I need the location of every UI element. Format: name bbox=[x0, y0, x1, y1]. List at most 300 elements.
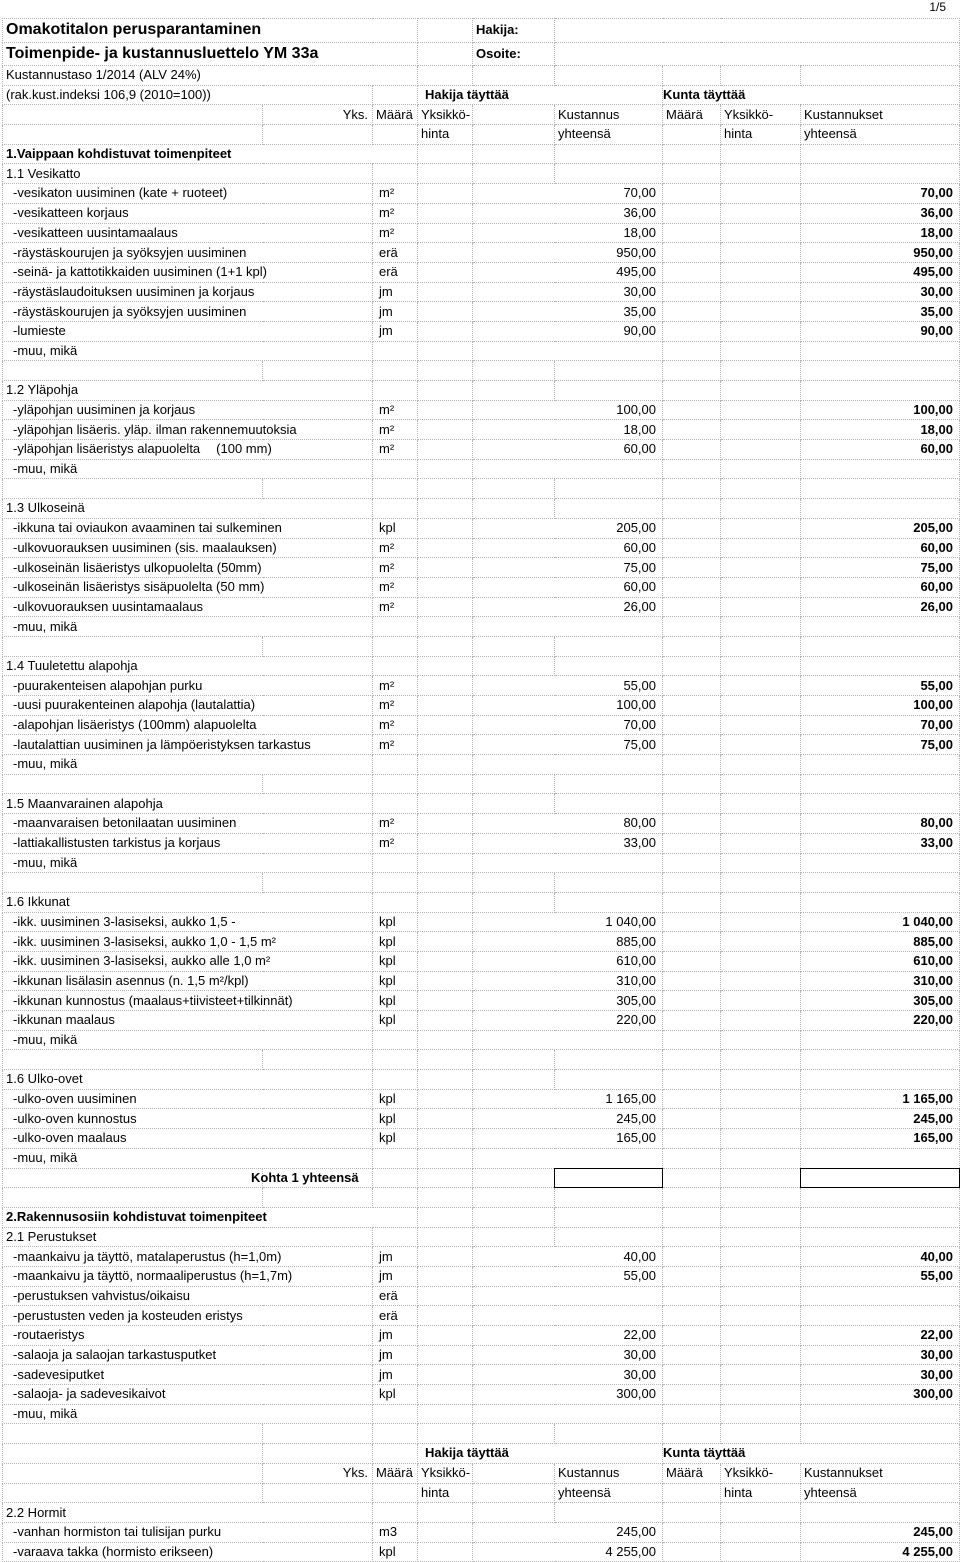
table-row bbox=[3, 302, 960, 322]
blank-row bbox=[3, 873, 960, 893]
quantity-cell[interactable] bbox=[418, 1011, 473, 1031]
empty-cell bbox=[373, 361, 418, 381]
quantity-cell[interactable] bbox=[418, 814, 473, 834]
total-cell[interactable] bbox=[663, 302, 721, 322]
item-description: -muu, mikä bbox=[3, 459, 373, 479]
kunta-unit-price-header: Yksikkö- bbox=[721, 105, 801, 125]
item-description: -ulko-oven kunnostus bbox=[3, 1109, 373, 1129]
empty-cell bbox=[373, 1227, 418, 1247]
quantity-cell[interactable] bbox=[418, 558, 473, 578]
total-cell[interactable] bbox=[663, 1365, 721, 1385]
empty-cell bbox=[373, 636, 418, 656]
empty-cell bbox=[801, 1188, 960, 1208]
unit-cell bbox=[373, 1404, 418, 1424]
total-cell[interactable] bbox=[663, 1089, 721, 1109]
total-cell[interactable] bbox=[663, 420, 721, 440]
total-cell[interactable] bbox=[663, 203, 721, 223]
empty-cell bbox=[555, 656, 663, 676]
kunta-quantity-cell[interactable] bbox=[721, 203, 801, 223]
kunta-quantity-cell[interactable] bbox=[721, 1522, 801, 1542]
group-title: 1.6 Ikkunat bbox=[3, 892, 373, 912]
kunta-unit-price-header-2: hinta bbox=[721, 125, 801, 145]
total-cell[interactable] bbox=[663, 184, 721, 204]
group-title: 1.4 Tuuletettu alapohja bbox=[3, 656, 373, 676]
empty-cell bbox=[263, 636, 373, 656]
unit-cell: kpl bbox=[373, 1542, 418, 1562]
table-row bbox=[3, 518, 960, 538]
item-description: -perustuksen vahvistus/oikaisu bbox=[3, 1286, 373, 1306]
total-cell[interactable] bbox=[663, 243, 721, 263]
table-row bbox=[3, 1326, 960, 1346]
unit-price-cell: 70,00 bbox=[473, 715, 663, 735]
cost-level: Kustannustaso 1/2014 (ALV 24%) bbox=[3, 66, 418, 86]
total-cell[interactable] bbox=[663, 1247, 721, 1267]
total-cell[interactable] bbox=[663, 715, 721, 735]
unit-cell: kpl bbox=[373, 912, 418, 932]
unit-cell: kpl bbox=[373, 1385, 418, 1405]
empty-cell bbox=[263, 479, 373, 499]
unit-cell: m² bbox=[373, 696, 418, 716]
empty-cell bbox=[3, 1188, 263, 1208]
empty-cell bbox=[801, 1424, 960, 1444]
quantity-cell[interactable] bbox=[418, 223, 473, 243]
quantity-cell[interactable] bbox=[418, 991, 473, 1011]
kunta-quantity-cell[interactable] bbox=[721, 184, 801, 204]
applicant-value[interactable] bbox=[555, 19, 960, 43]
qty-header: Määrä bbox=[373, 105, 418, 125]
empty-cell bbox=[418, 1050, 473, 1070]
kunta-quantity-cell[interactable] bbox=[721, 341, 801, 361]
unit-cell: m² bbox=[373, 420, 418, 440]
unit-price-cell: 30,00 bbox=[473, 282, 663, 302]
total-cell[interactable] bbox=[663, 932, 721, 952]
quantity-cell[interactable] bbox=[418, 518, 473, 538]
kunta-quantity-cell[interactable] bbox=[721, 459, 801, 479]
empty-cell bbox=[473, 1207, 555, 1227]
empty-cell bbox=[473, 1503, 555, 1523]
empty-cell bbox=[418, 774, 473, 794]
table-row bbox=[3, 951, 960, 971]
kunta-quantity-cell[interactable] bbox=[721, 223, 801, 243]
group-title: 2.1 Perustukset bbox=[3, 1227, 373, 1247]
quantity-cell[interactable] bbox=[418, 912, 473, 932]
total-cell[interactable] bbox=[663, 440, 721, 460]
unit-cell bbox=[373, 1030, 418, 1050]
empty-cell bbox=[373, 499, 418, 519]
quantity-cell[interactable] bbox=[418, 184, 473, 204]
empty-cell bbox=[663, 144, 721, 164]
empty-cell bbox=[418, 1424, 473, 1444]
total-cell[interactable] bbox=[663, 1129, 721, 1149]
item-description: -muu, mikä bbox=[3, 341, 373, 361]
blank-row bbox=[3, 1050, 960, 1070]
kunta-quantity-cell[interactable] bbox=[721, 321, 801, 341]
total-cell[interactable] bbox=[663, 1011, 721, 1031]
table-row bbox=[3, 696, 960, 716]
quantity-cell[interactable] bbox=[418, 1522, 473, 1542]
kunta-unit-price-cell: 33,00 bbox=[801, 833, 960, 853]
kunta-quantity-cell[interactable] bbox=[721, 1247, 801, 1267]
total-cell[interactable] bbox=[663, 1326, 721, 1346]
kunta-unit-price-cell: 40,00 bbox=[801, 1247, 960, 1267]
kunta-fills-header: Kunta täyttää bbox=[663, 1444, 960, 1464]
empty-cell bbox=[3, 1168, 263, 1188]
kunta-quantity-cell[interactable] bbox=[721, 676, 801, 696]
quantity-cell[interactable] bbox=[418, 1326, 473, 1346]
empty-cell bbox=[663, 479, 721, 499]
total-cell[interactable] bbox=[663, 755, 721, 775]
kunta-quantity-cell[interactable] bbox=[721, 262, 801, 282]
kunta-unit-price-cell: 60,00 bbox=[801, 577, 960, 597]
quantity-cell[interactable] bbox=[418, 951, 473, 971]
quantity-cell[interactable] bbox=[418, 1286, 473, 1306]
item-description: -routaeristys bbox=[3, 1326, 373, 1346]
total-cell[interactable] bbox=[663, 1109, 721, 1129]
total-cell[interactable] bbox=[663, 1522, 721, 1542]
quantity-cell[interactable] bbox=[418, 400, 473, 420]
section-row bbox=[3, 144, 960, 164]
quantity-cell[interactable] bbox=[418, 302, 473, 322]
total-cell[interactable] bbox=[663, 696, 721, 716]
quantity-cell[interactable] bbox=[418, 1385, 473, 1405]
kunta-quantity-cell[interactable] bbox=[721, 1089, 801, 1109]
item-description bbox=[3, 420, 373, 440]
unit-cell: m² bbox=[373, 184, 418, 204]
table-row bbox=[3, 1306, 960, 1326]
empty-cell bbox=[663, 873, 721, 893]
empty-cell bbox=[663, 1483, 721, 1503]
empty-cell bbox=[3, 361, 263, 381]
unit-price-cell: 30,00 bbox=[473, 1365, 663, 1385]
item-description: -muu, mikä bbox=[3, 1030, 373, 1050]
table-row bbox=[3, 184, 960, 204]
item-description: -sadevesiputket bbox=[3, 1365, 373, 1385]
table-row bbox=[3, 1089, 960, 1109]
kunta-quantity-cell[interactable] bbox=[721, 932, 801, 952]
kunta-unit-price-cell: 18,00 bbox=[801, 223, 960, 243]
kunta-quantity-cell[interactable] bbox=[721, 558, 801, 578]
quantity-cell[interactable] bbox=[418, 1542, 473, 1562]
kunta-quantity-cell[interactable] bbox=[721, 1109, 801, 1129]
kunta-quantity-cell[interactable] bbox=[721, 282, 801, 302]
kunta-unit-price-cell bbox=[801, 755, 960, 775]
unit-price-cell: 4 255,00 bbox=[473, 1542, 663, 1562]
total-cell[interactable] bbox=[663, 577, 721, 597]
unit-cell: m² bbox=[373, 558, 418, 578]
kunta-unit-price-cell: 75,00 bbox=[801, 558, 960, 578]
unit-price-cell bbox=[473, 1286, 663, 1306]
kunta-unit-price-cell: 55,00 bbox=[801, 676, 960, 696]
quantity-cell[interactable] bbox=[418, 617, 473, 637]
unit-cell: jm bbox=[373, 1247, 418, 1267]
quantity-cell[interactable] bbox=[418, 1404, 473, 1424]
total-cell[interactable] bbox=[663, 1345, 721, 1365]
kunta-quantity-cell[interactable] bbox=[721, 1404, 801, 1424]
kunta-unit-price-cell: 205,00 bbox=[801, 518, 960, 538]
total-cell[interactable] bbox=[663, 735, 721, 755]
total-cell[interactable] bbox=[663, 597, 721, 617]
table-row bbox=[3, 1404, 960, 1424]
quantity-cell[interactable] bbox=[418, 538, 473, 558]
kunta-quantity-cell[interactable] bbox=[721, 1030, 801, 1050]
empty-cell bbox=[373, 1070, 418, 1090]
total-cell[interactable] bbox=[663, 1306, 721, 1326]
empty-cell bbox=[473, 499, 555, 519]
quantity-cell[interactable] bbox=[418, 243, 473, 263]
total-cell[interactable] bbox=[663, 538, 721, 558]
kunta-quantity-cell[interactable] bbox=[721, 755, 801, 775]
unit-price-cell: 205,00 bbox=[473, 518, 663, 538]
kunta-quantity-cell[interactable] bbox=[721, 833, 801, 853]
total-cell[interactable] bbox=[663, 459, 721, 479]
kunta-quantity-cell[interactable] bbox=[721, 951, 801, 971]
total-cell[interactable] bbox=[663, 833, 721, 853]
quantity-cell[interactable] bbox=[418, 282, 473, 302]
kunta-quantity-cell[interactable] bbox=[721, 617, 801, 637]
kunta-quantity-cell[interactable] bbox=[721, 991, 801, 1011]
unit-price-cell: 610,00 bbox=[473, 951, 663, 971]
empty-cell bbox=[418, 892, 473, 912]
item-description: -lautalattian uusiminen ja lämpöeristyksen tarkastus bbox=[3, 735, 373, 755]
quantity-cell[interactable] bbox=[418, 459, 473, 479]
table-row bbox=[3, 282, 960, 302]
total-label: Kohta 1 yhteensä bbox=[263, 1168, 373, 1188]
total-cell[interactable] bbox=[663, 1266, 721, 1286]
kunta-quantity-cell[interactable] bbox=[721, 1129, 801, 1149]
kunta-quantity-cell[interactable] bbox=[721, 518, 801, 538]
total-cell[interactable] bbox=[663, 951, 721, 971]
kunta-quantity-cell[interactable] bbox=[721, 538, 801, 558]
empty-cell bbox=[555, 1070, 663, 1090]
empty-cell bbox=[721, 636, 801, 656]
empty-cell bbox=[373, 479, 418, 499]
kunta-costs-header-2: yhteensä bbox=[801, 1483, 960, 1503]
kunta-quantity-cell[interactable] bbox=[721, 1326, 801, 1346]
total-cell[interactable] bbox=[663, 1542, 721, 1562]
quantity-cell[interactable] bbox=[418, 676, 473, 696]
kunta-unit-price-header: Yksikkö- bbox=[721, 1463, 801, 1483]
empty-cell bbox=[721, 1070, 801, 1090]
kunta-quantity-cell[interactable] bbox=[721, 971, 801, 991]
quantity-cell[interactable] bbox=[418, 203, 473, 223]
unit-cell: m3 bbox=[373, 1522, 418, 1542]
total-cell[interactable] bbox=[663, 676, 721, 696]
empty-cell bbox=[473, 381, 555, 401]
quantity-cell[interactable] bbox=[418, 833, 473, 853]
quantity-cell[interactable] bbox=[418, 341, 473, 361]
total-cell[interactable] bbox=[663, 558, 721, 578]
table-row bbox=[3, 1129, 960, 1149]
kunta-quantity-cell[interactable] bbox=[721, 440, 801, 460]
total-cell[interactable] bbox=[663, 991, 721, 1011]
empty-cell bbox=[418, 144, 473, 164]
total-cell[interactable] bbox=[663, 1148, 721, 1168]
empty-cell bbox=[801, 479, 960, 499]
quantity-cell[interactable] bbox=[418, 1129, 473, 1149]
kunta-quantity-cell[interactable] bbox=[721, 597, 801, 617]
quantity-cell[interactable] bbox=[418, 696, 473, 716]
total-cell[interactable] bbox=[663, 223, 721, 243]
unit-price-cell: 245,00 bbox=[473, 1109, 663, 1129]
address-value[interactable] bbox=[555, 42, 960, 66]
kunta-quantity-cell[interactable] bbox=[721, 400, 801, 420]
quantity-cell[interactable] bbox=[418, 321, 473, 341]
table-row bbox=[3, 617, 960, 637]
empty-cell bbox=[555, 794, 663, 814]
unit-price-cell: 90,00 bbox=[473, 321, 663, 341]
kunta-quantity-cell[interactable] bbox=[721, 1011, 801, 1031]
total-cell[interactable] bbox=[663, 1404, 721, 1424]
empty-cell bbox=[418, 656, 473, 676]
item-description: -alapohjan lisäeristys (100mm) alapuolelta bbox=[3, 715, 373, 735]
total-cell[interactable] bbox=[663, 617, 721, 637]
unit-price-cell bbox=[473, 1306, 663, 1326]
empty-cell bbox=[801, 873, 960, 893]
quantity-cell[interactable] bbox=[418, 853, 473, 873]
kunta-quantity-cell[interactable] bbox=[721, 696, 801, 716]
cost-level-row bbox=[3, 66, 960, 86]
total-cell[interactable] bbox=[663, 1030, 721, 1050]
unit-price-cell bbox=[473, 1148, 663, 1168]
kunta-section-total-cell[interactable] bbox=[801, 1168, 960, 1188]
empty-cell bbox=[555, 1227, 663, 1247]
item-description: -ulko-oven maalaus bbox=[3, 1129, 373, 1149]
unit-price-cell: 55,00 bbox=[473, 1266, 663, 1286]
table-row bbox=[3, 223, 960, 243]
total-cell[interactable] bbox=[663, 400, 721, 420]
empty-cell bbox=[721, 873, 801, 893]
total-cell[interactable] bbox=[663, 341, 721, 361]
quantity-cell[interactable] bbox=[418, 577, 473, 597]
group-row bbox=[3, 499, 960, 519]
empty-cell bbox=[801, 1050, 960, 1070]
empty-cell bbox=[263, 873, 373, 893]
kunta-quantity-cell[interactable] bbox=[721, 302, 801, 322]
quantity-cell[interactable] bbox=[418, 1345, 473, 1365]
quantity-cell[interactable] bbox=[418, 597, 473, 617]
table-row bbox=[3, 1385, 960, 1405]
quantity-cell[interactable] bbox=[418, 1247, 473, 1267]
cost-header: Kustannus bbox=[555, 105, 663, 125]
title-row-2 bbox=[3, 42, 960, 66]
total-cell[interactable] bbox=[663, 1286, 721, 1306]
quantity-cell[interactable] bbox=[418, 1148, 473, 1168]
kunta-unit-price-cell: 30,00 bbox=[801, 282, 960, 302]
unit-cell: m² bbox=[373, 203, 418, 223]
quantity-cell[interactable] bbox=[418, 440, 473, 460]
total-cell[interactable] bbox=[663, 321, 721, 341]
item-description: -perustusten veden ja kosteuden eristys bbox=[3, 1306, 373, 1326]
title-row-1 bbox=[3, 19, 960, 43]
empty-cell bbox=[473, 1483, 555, 1503]
kunta-quantity-cell[interactable] bbox=[721, 420, 801, 440]
quantity-cell[interactable] bbox=[418, 1365, 473, 1385]
kunta-quantity-cell[interactable] bbox=[721, 814, 801, 834]
quantity-cell[interactable] bbox=[418, 1030, 473, 1050]
kunta-quantity-cell[interactable] bbox=[721, 1365, 801, 1385]
table-row bbox=[3, 1266, 960, 1286]
unit-price-cell bbox=[473, 1030, 663, 1050]
section-title: 1.Vaippaan kohdistuvat toimenpiteet bbox=[3, 144, 418, 164]
unit-price-cell bbox=[473, 459, 663, 479]
kunta-quantity-cell[interactable] bbox=[721, 735, 801, 755]
total-cell[interactable] bbox=[663, 853, 721, 873]
kunta-quantity-cell[interactable] bbox=[721, 243, 801, 263]
kunta-quantity-cell[interactable] bbox=[721, 1266, 801, 1286]
quantity-cell[interactable] bbox=[418, 932, 473, 952]
quantity-cell[interactable] bbox=[418, 755, 473, 775]
unit-price-cell bbox=[473, 617, 663, 637]
item-description: -ulko-oven uusiminen bbox=[3, 1089, 373, 1109]
empty-cell bbox=[3, 774, 263, 794]
page-number: 1/5 bbox=[929, 0, 946, 14]
quantity-cell[interactable] bbox=[418, 1306, 473, 1326]
total-cell[interactable] bbox=[663, 518, 721, 538]
kunta-quantity-cell[interactable] bbox=[721, 715, 801, 735]
kunta-quantity-cell[interactable] bbox=[721, 1345, 801, 1365]
blank-row bbox=[3, 479, 960, 499]
quantity-cell[interactable] bbox=[418, 1089, 473, 1109]
kunta-quantity-cell[interactable] bbox=[721, 1148, 801, 1168]
item-description bbox=[3, 440, 373, 460]
kunta-unit-price-cell: 90,00 bbox=[801, 321, 960, 341]
total-cell[interactable] bbox=[663, 282, 721, 302]
quantity-cell[interactable] bbox=[418, 1266, 473, 1286]
total-cell[interactable] bbox=[663, 262, 721, 282]
total-cell[interactable] bbox=[663, 971, 721, 991]
quantity-cell[interactable] bbox=[418, 735, 473, 755]
kunta-unit-price-cell: 22,00 bbox=[801, 1326, 960, 1346]
table-row bbox=[3, 676, 960, 696]
kunta-unit-price-cell: 30,00 bbox=[801, 1365, 960, 1385]
kunta-unit-price-cell: 60,00 bbox=[801, 440, 960, 460]
kunta-quantity-cell[interactable] bbox=[721, 853, 801, 873]
empty-cell bbox=[721, 479, 801, 499]
quantity-cell[interactable] bbox=[418, 715, 473, 735]
empty-cell bbox=[373, 1503, 418, 1523]
empty-cell bbox=[721, 656, 801, 676]
unit-cell: jm bbox=[373, 282, 418, 302]
kunta-quantity-cell[interactable] bbox=[721, 1385, 801, 1405]
total-cell[interactable] bbox=[663, 912, 721, 932]
total-cell[interactable] bbox=[663, 814, 721, 834]
empty-cell bbox=[418, 873, 473, 893]
kunta-quantity-cell[interactable] bbox=[721, 1306, 801, 1326]
unit-cell bbox=[373, 853, 418, 873]
unit-cell: m² bbox=[373, 735, 418, 755]
kunta-quantity-cell[interactable] bbox=[721, 577, 801, 597]
empty-cell bbox=[663, 1227, 721, 1247]
total-cell[interactable] bbox=[663, 1385, 721, 1405]
quantity-cell[interactable] bbox=[418, 1109, 473, 1129]
unit-cell: kpl bbox=[373, 1129, 418, 1149]
quantity-cell[interactable] bbox=[418, 971, 473, 991]
kunta-costs-header: Kustannukset bbox=[801, 105, 960, 125]
quantity-cell[interactable] bbox=[418, 262, 473, 282]
table-row bbox=[3, 932, 960, 952]
section-total-cell[interactable] bbox=[555, 1168, 663, 1188]
kunta-quantity-cell[interactable] bbox=[721, 912, 801, 932]
empty-cell bbox=[3, 1050, 263, 1070]
table-row bbox=[3, 1030, 960, 1050]
empty-cell bbox=[263, 774, 373, 794]
empty-cell bbox=[721, 1168, 801, 1188]
quantity-cell[interactable] bbox=[418, 420, 473, 440]
kunta-quantity-cell[interactable] bbox=[721, 1286, 801, 1306]
table-row bbox=[3, 991, 960, 1011]
kunta-quantity-cell[interactable] bbox=[721, 1542, 801, 1562]
table-row bbox=[3, 1011, 960, 1031]
